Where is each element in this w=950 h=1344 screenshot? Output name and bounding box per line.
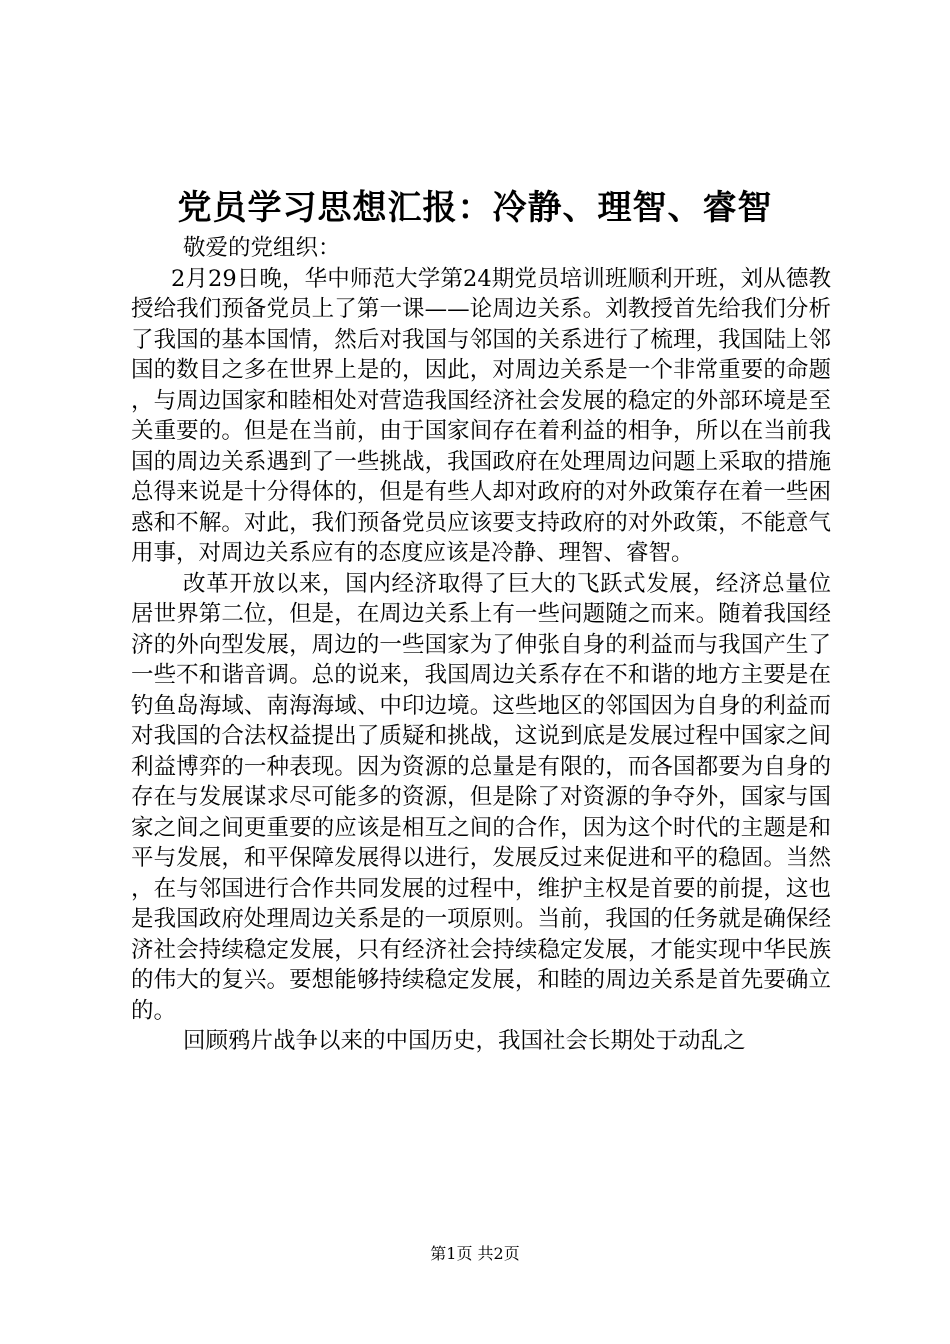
document-body [131,233,831,1057]
paragraph-3: 回顾鸦片战争以来的中国历史，我国社会长期处于动乱之 [183,1028,746,1054]
paragraph-2: 改革开放以来，国内经济取得了巨大的飞跃式发展，经济总量位居世界第二位，但是，在周边关系上有一些问题随之而来。随着我国经济的外向型发展，周边的一些国家为了伸张自身的利益而与我国产生了一些不和谐音调。总的说来，我国周边关系存在不和谐的地方主要是在钓鱼岛海域、南海海域、中印边境。这些地区的邻国因为自身的利益而对我国的合法权益提出了质疑和挑战，这说到底是发展过程中国家之间利益博弈的一种表现。因为资源的总量是有限的，而各国都要为自身的存在与发展谋求尽可能多的资源，但是除了对资源的争夺外，国家与国家之间之间更重要的应该是相互之间的合作，因为这个时代的主题是和平与发展，和平保障发展得以进行，发展反过来促进和平的稳固。当然，在与邻国进行合作共同发展的过程中，维护主权是首要的前提，这也是我国政府处理周边关系是的一项原则。当前，我国的任务就是确保经济社会持续稳定发展，只有经济社会持续稳定发展，才能实现中华民族的伟大的复兴。要想能够持续稳定发展，和睦的周边关系是首先要确立的。 [131,570,831,1024]
document-title: 党员学习思想汇报：冷静、理智、睿智 [177,188,773,228]
paragraph-1: 2月29日晚，华中师范大学第24期党员培训班顺利开班，刘从德教授给我们预备党员上了第一课——论周边关系。刘教授首先给我们分析了我国的基本国情，然后对我国与邻国的关系进行了梳理，我国陆上邻国的数目之多在世界上是的，因此，对周边关系是一个非常重要的命题，与周边国家和睦相处对营造我国经济社会发展的稳定的外部环境是至关重要的。但是在当前，由于国家间存在着利益的相争，所以在当前我国的周边关系遇到了一些挑战，我国政府在处理周边问题上采取的措施总得来说是十分得体的，但是有些人却对政府的对外政策存在着一些困惑和不解。对此，我们预备党员应该要支持政府的对外政策，不能意气用事，对周边关系应有的态度应该是冷静、理智、睿智。 [131,265,831,566]
page-number-footer: 第1页 共2页 [430,1244,520,1263]
salutation: 敬爱的党组织： [183,235,341,261]
